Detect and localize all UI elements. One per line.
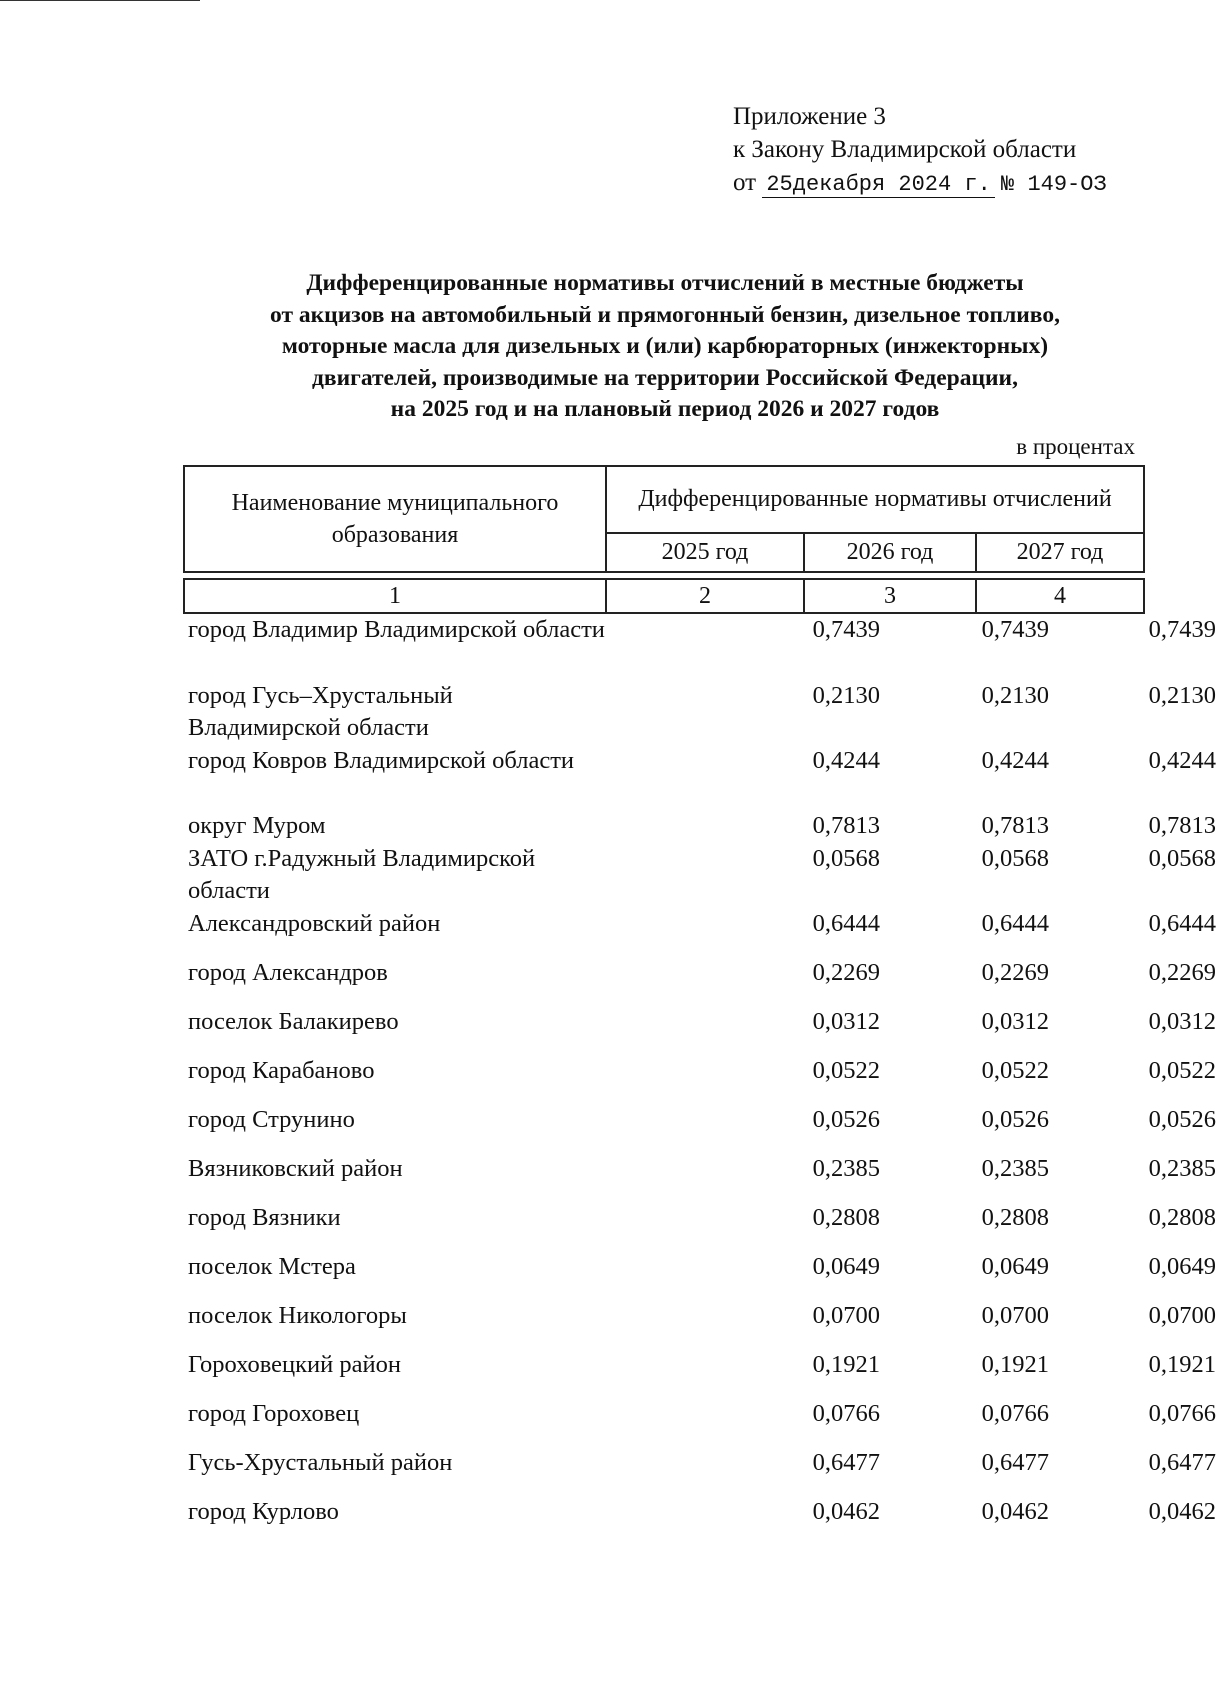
value-2027: 0,0312 [1148,1008,1216,1035]
value-2026: 0,0700 [981,1302,1049,1329]
table-header [183,465,1145,573]
value-2027: 0,0649 [1148,1253,1216,1280]
municipality-name: город Струнино [188,1106,355,1133]
value-2026: 0,2808 [981,1204,1049,1231]
value-2025: 0,2130 [812,682,880,709]
value-2026: 0,7439 [981,616,1049,643]
header-year-2027: 2027 год [976,533,1144,572]
value-2026: 0,2269 [981,959,1049,986]
value-2026: 0,0522 [981,1057,1049,1084]
value-2026: 0,6444 [981,910,1049,937]
header-year-2026: 2026 год [804,533,976,572]
title-line-4: двигателей, производимые на территории Российской Федерации, [312,364,1018,391]
document-title [120,268,1210,426]
title-line-2: от акцизов на автомобильный и прямогонный бензин, дизельное топливо, [270,301,1060,328]
municipality-name: город Гусь–Хрустальный Владимирской области [188,682,453,741]
appendix-from: от [733,169,757,196]
value-2026: 0,4244 [981,747,1049,774]
value-2025: 0,0312 [812,1008,880,1035]
municipality-name: Вязниковский район [188,1155,403,1182]
appendix-line-1: Приложение 3 [733,103,886,130]
value-2025: 0,6477 [812,1449,880,1476]
appendix-line-2: к Закону Владимирской области [733,136,1077,163]
page-edge-line [0,0,200,1]
title-line-1: Дифференцированные нормативы отчислений в местные бюджеты [306,270,1024,296]
value-2027: 0,6444 [1148,910,1216,937]
value-2026: 0,0568 [981,845,1049,872]
value-2025: 0,2808 [812,1204,880,1231]
value-2025: 0,0568 [812,845,880,872]
value-2027: 0,7439 [1148,616,1216,643]
municipality-name: Гороховецкий район [188,1351,401,1378]
column-number: 3 [804,579,976,613]
column-number: 2 [606,579,804,613]
value-2025: 0,6444 [812,910,880,937]
value-2025: 0,1921 [812,1351,880,1378]
column-numbers [183,578,1145,614]
value-2025: 0,0522 [812,1057,880,1084]
table-row [188,680,1216,745]
municipality-name: город Карабаново [188,1057,375,1084]
table-body [188,614,1216,1545]
table-row [188,957,1216,1006]
value-2027: 0,0522 [1148,1057,1216,1084]
value-2026: 0,7813 [981,812,1049,839]
value-2027: 0,0700 [1148,1302,1216,1329]
table-row [188,1300,1216,1349]
header-normatives: Дифференцированные нормативы отчислений [606,466,1144,533]
value-2025: 0,0766 [812,1400,880,1427]
value-2025: 0,7439 [812,616,880,643]
appendix-date: 25декабря 2024 г. [762,172,994,198]
value-2025: 0,0526 [812,1106,880,1133]
table-row [188,1349,1216,1398]
table-row [188,1153,1216,1202]
header-year-2025: 2025 год [606,533,804,572]
municipality-name: город Александров [188,959,388,986]
municipality-name: город Курлово [188,1498,339,1525]
table-row [188,1251,1216,1300]
value-2026: 0,0649 [981,1253,1049,1280]
column-number: 1 [184,579,606,613]
value-2027: 0,0568 [1148,845,1216,872]
table-row [188,1496,1216,1545]
municipality-name: ЗАТО г.Радужный Владимирской области [188,845,536,904]
value-2027: 0,7813 [1148,812,1216,839]
municipality-name: поселок Никологоры [188,1302,407,1329]
municipality-name: город Гороховец [188,1400,360,1427]
table-row [188,810,1216,843]
value-2026: 0,2130 [981,682,1049,709]
municipality-name: Александровский район [188,910,441,937]
municipality-name: поселок Балакирево [188,1008,399,1035]
value-2027: 0,0766 [1148,1400,1216,1427]
municipality-name: город Ковров Владимирской области [188,747,575,774]
table-row [188,1398,1216,1447]
municipality-name: город Вязники [188,1204,341,1231]
value-2025: 0,0700 [812,1302,880,1329]
table-row [188,614,1216,680]
value-2027: 0,1921 [1148,1351,1216,1378]
value-2025: 0,0462 [812,1498,880,1525]
value-2027: 0,0526 [1148,1106,1216,1133]
table-row [188,843,1216,908]
table-row [188,1006,1216,1055]
value-2026: 0,0462 [981,1498,1049,1525]
value-2027: 0,0462 [1148,1498,1216,1525]
table-row [188,1055,1216,1104]
appendix-block [733,100,1107,201]
table-row [188,1104,1216,1153]
value-2027: 0,2385 [1148,1155,1216,1182]
municipality-name: город Владимир Владимирской области [188,616,605,643]
table-row [188,745,1216,810]
header-municipality: Наименование муниципального образования [184,466,606,572]
value-2027: 0,4244 [1148,747,1216,774]
value-2027: 0,6477 [1148,1449,1216,1476]
municipality-name: Гусь-Хрустальный район [188,1449,453,1476]
value-2026: 0,0526 [981,1106,1049,1133]
value-2027: 0,2808 [1148,1204,1216,1231]
value-2026: 0,0766 [981,1400,1049,1427]
value-2026: 0,6477 [981,1449,1049,1476]
appendix-number: № 149-ОЗ [1001,172,1107,197]
value-2026: 0,2385 [981,1155,1049,1182]
municipality-name: поселок Мстера [188,1253,356,1280]
municipality-name: округ Муром [188,812,326,839]
value-2026: 0,0312 [981,1008,1049,1035]
value-2025: 0,4244 [812,747,880,774]
value-2025: 0,0649 [812,1253,880,1280]
value-2027: 0,2269 [1148,959,1216,986]
value-2025: 0,7813 [812,812,880,839]
value-2025: 0,2269 [812,959,880,986]
value-2026: 0,1921 [981,1351,1049,1378]
title-line-3: моторные масла для дизельных и (или) карбюраторных (инжекторных) [281,333,1049,359]
title-line-5: на 2025 год и на плановый период 2026 и 2027 годов [390,396,940,422]
table-row [188,1447,1216,1496]
appendix-line-3 [733,166,1107,201]
value-2027: 0,2130 [1148,682,1216,709]
unit-label: в процентах [1016,434,1135,459]
table-row [188,908,1216,957]
value-2025: 0,2385 [812,1155,880,1182]
table-row [188,1202,1216,1251]
column-number: 4 [976,579,1144,613]
